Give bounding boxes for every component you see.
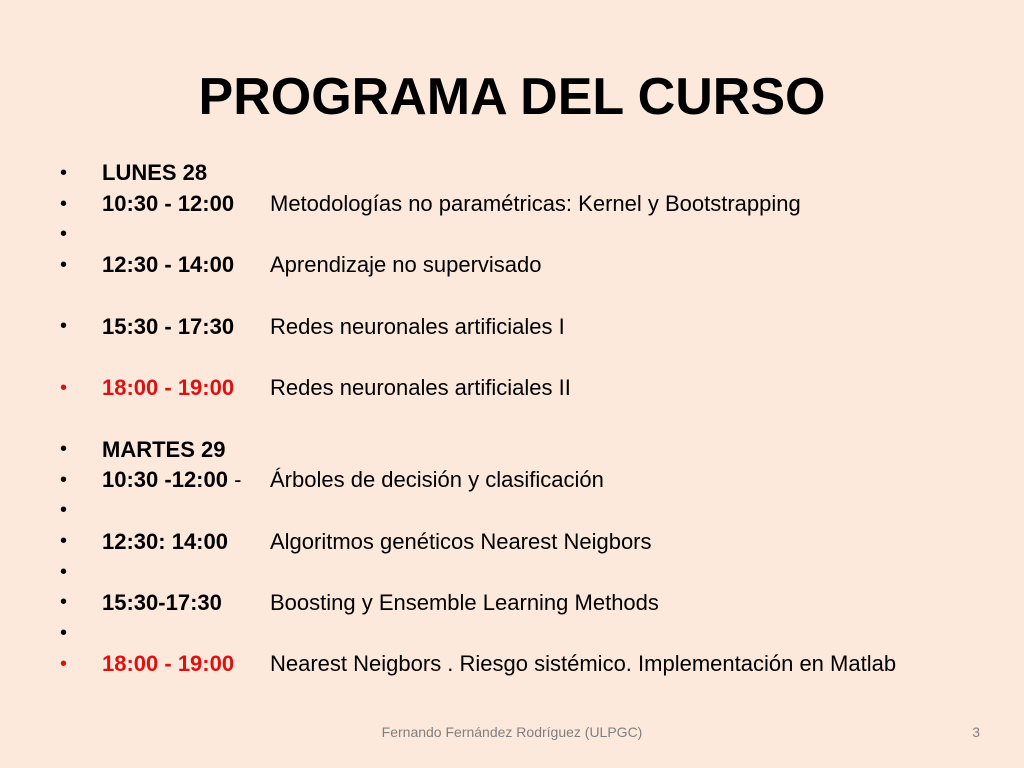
bullet-icon: • [60,530,68,553]
bullet-icon: • [60,376,68,399]
bullet-icon: • [60,560,68,583]
day-heading: MARTES 29 [102,436,226,462]
agenda-item [58,526,988,557]
agenda-time: 18:00 - 19:00 [102,375,235,401]
agenda-item [58,189,988,220]
agenda-time: 15:30 - 17:30 [102,313,235,339]
agenda-topic: Metodologías no paramétricas: Kernel y Bootstrapping [270,191,801,217]
agenda-topic: Nearest Neigbors . Riesgo sistémico. Implementación en Matlab [270,651,897,677]
agenda-item-highlighted [58,649,988,680]
page-number: 3 [972,724,980,740]
bullet-icon: • [60,622,68,645]
agenda-time [102,467,270,493]
agenda-day-monday [58,158,988,189]
agenda-empty-item [58,557,988,588]
slide-title: PROGRAMA DEL CURSO [198,68,826,126]
agenda-time: 15:30-17:30 [102,589,222,615]
agenda-item [58,465,988,496]
bullet-icon: • [60,192,68,215]
agenda-item [58,588,988,619]
bullet-icon: • [60,161,68,184]
agenda-topic: Redes neuronales artificiales I [270,313,565,339]
agenda-item [58,250,988,281]
blank-line [58,404,988,435]
agenda-topic: Redes neuronales artificiales II [270,375,571,401]
agenda-time: 12:30: 14:00 [102,528,228,554]
bullet-icon: • [60,438,68,461]
agenda-item [58,311,988,342]
blank-line [58,342,988,373]
agenda-item-highlighted [58,373,988,404]
agenda-time: 10:30 - 12:00 [102,191,235,217]
agenda-topic: Boosting y Ensemble Learning Methods [270,589,659,615]
agenda-topic: Aprendizaje no supervisado [270,252,542,278]
agenda-day-tuesday [58,434,988,465]
bullet-icon: • [60,499,68,522]
slide-footer: Fernando Fernández Rodríguez (ULPGC) [381,724,643,740]
agenda-list [58,158,988,680]
agenda-time: 18:00 - 19:00 [102,651,235,677]
bullet-icon: • [60,591,68,614]
agenda-time: 12:30 - 14:00 [102,252,235,278]
agenda-empty-item [58,219,988,250]
bullet-icon: • [60,223,68,246]
agenda-empty-item [58,618,988,649]
bullet-icon: • [60,253,68,276]
agenda-time-text: 10:30 -12:00 [102,467,228,493]
agenda-time-dash: - [234,467,242,493]
bullet-icon: • [60,315,68,338]
agenda-topic: Algoritmos genéticos Nearest Neigbors [270,528,652,554]
agenda-topic: Árboles de decisión y clasificación [270,467,604,493]
bullet-icon: • [60,652,68,675]
day-heading: LUNES 28 [102,160,208,186]
blank-line [58,281,988,312]
agenda-empty-item [58,496,988,527]
bullet-icon: • [60,468,68,491]
